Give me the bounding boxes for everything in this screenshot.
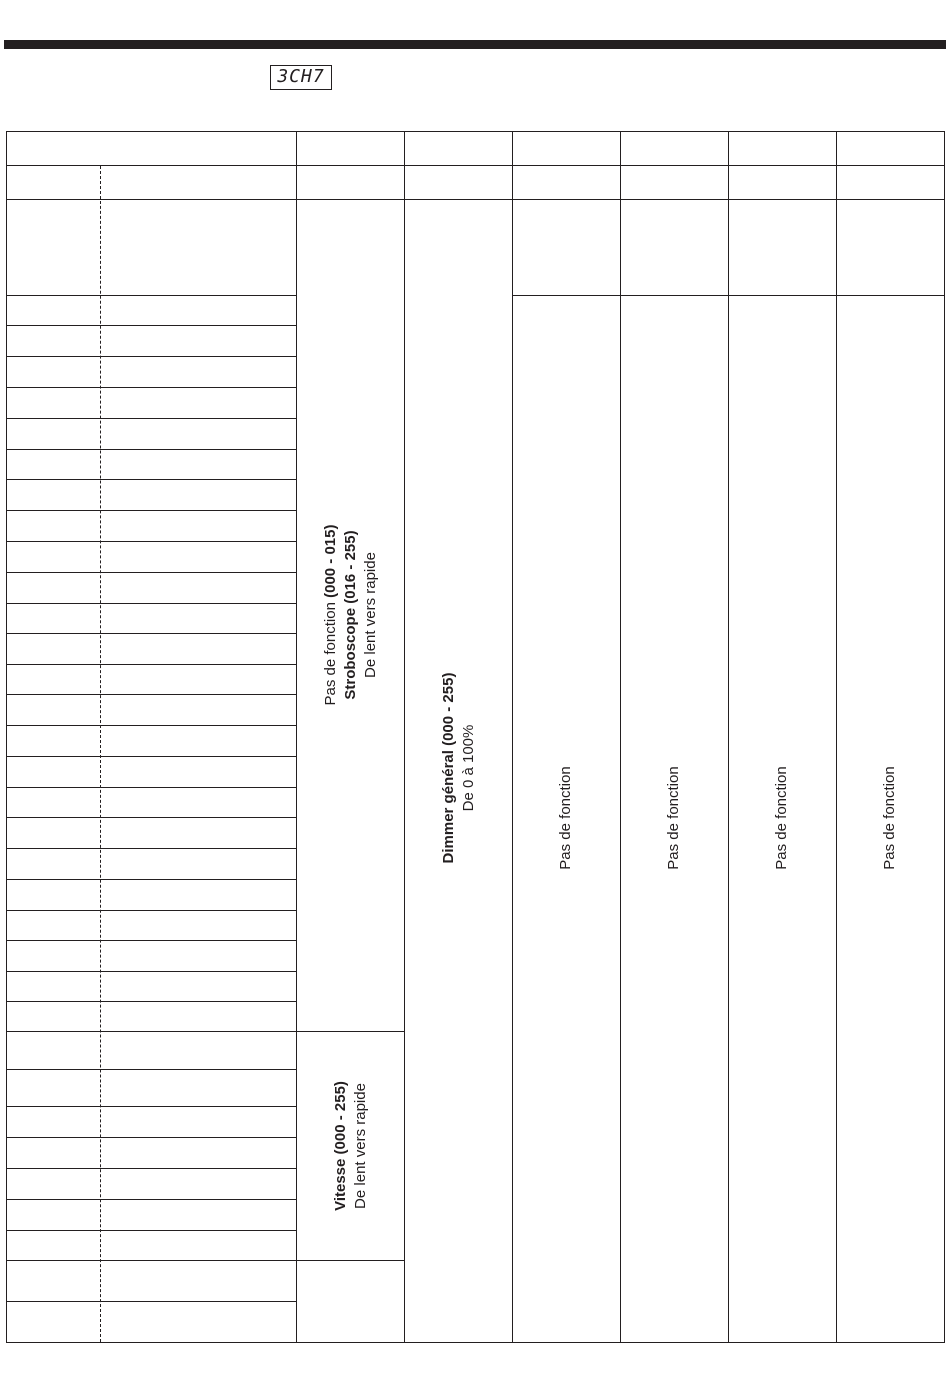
strobe-speed-divider	[296, 1031, 405, 1032]
speed-bottom-divider	[296, 1260, 405, 1261]
value-row-divider	[6, 910, 297, 911]
table-border-left	[6, 131, 7, 1343]
no-function-cell-1: Pas de fonction	[557, 766, 574, 870]
value-row-divider	[6, 479, 297, 480]
value-row-divider	[6, 1069, 297, 1070]
table-border-top	[6, 131, 945, 132]
value-row-divider	[6, 418, 297, 419]
column-divider	[404, 131, 405, 1343]
value-row-divider	[6, 971, 297, 972]
value-row-divider	[6, 787, 297, 788]
value-row-divider	[6, 1001, 297, 1002]
column-divider	[512, 131, 513, 1343]
value-row-divider	[6, 664, 297, 665]
no-function-cell-2: Pas de fonction	[665, 766, 682, 870]
value-row-divider	[6, 1168, 297, 1169]
value-row-divider	[6, 603, 297, 604]
value-row-divider	[6, 510, 297, 511]
value-row-divider	[6, 572, 297, 573]
mode-display-3ch7: 3CH7	[270, 65, 332, 90]
header-row-divider	[6, 165, 945, 166]
value-row-divider	[6, 1106, 297, 1107]
no-function-cell-3: Pas de fonction	[773, 766, 790, 870]
value-row-divider	[6, 848, 297, 849]
value-row-divider	[6, 541, 297, 542]
value-row-divider	[6, 449, 297, 450]
no-function-cell-4: Pas de fonction	[881, 766, 898, 870]
dimmer-cell-text: Dimmer général (000 - 255) De 0 à 100%	[440, 672, 477, 864]
value-row-divider	[6, 1031, 297, 1032]
value-row-divider	[6, 1137, 297, 1138]
subheader-row-divider	[6, 199, 945, 200]
value-row-divider	[6, 325, 297, 326]
speed-cell-text: Vitesse (000 - 255) De lent vers rapide	[332, 1081, 369, 1211]
no-function-block-divider	[512, 295, 945, 296]
strobe-cell-text: Pas de fonction (000 - 015) Stroboscope (016 - 255) De lent vers rapide	[322, 524, 379, 706]
table-border-right	[944, 131, 945, 1343]
table-border-bottom	[6, 1342, 945, 1343]
value-row-divider	[6, 817, 297, 818]
value-row-divider	[6, 940, 297, 941]
value-row-divider	[6, 1199, 297, 1200]
column-divider	[620, 131, 621, 1343]
value-row-divider	[6, 1260, 297, 1261]
column-divider	[296, 131, 297, 1343]
value-row-divider	[6, 356, 297, 357]
dashed-divider	[100, 166, 101, 1342]
column-divider	[836, 131, 837, 1343]
value-row-divider	[6, 633, 297, 634]
value-row-divider	[6, 725, 297, 726]
value-row-divider	[6, 295, 297, 296]
value-row-divider	[6, 879, 297, 880]
value-row-divider	[6, 756, 297, 757]
value-row-divider	[6, 1230, 297, 1231]
value-row-divider	[6, 694, 297, 695]
value-row-divider	[6, 1301, 297, 1302]
column-divider	[728, 131, 729, 1343]
value-row-divider	[6, 387, 297, 388]
